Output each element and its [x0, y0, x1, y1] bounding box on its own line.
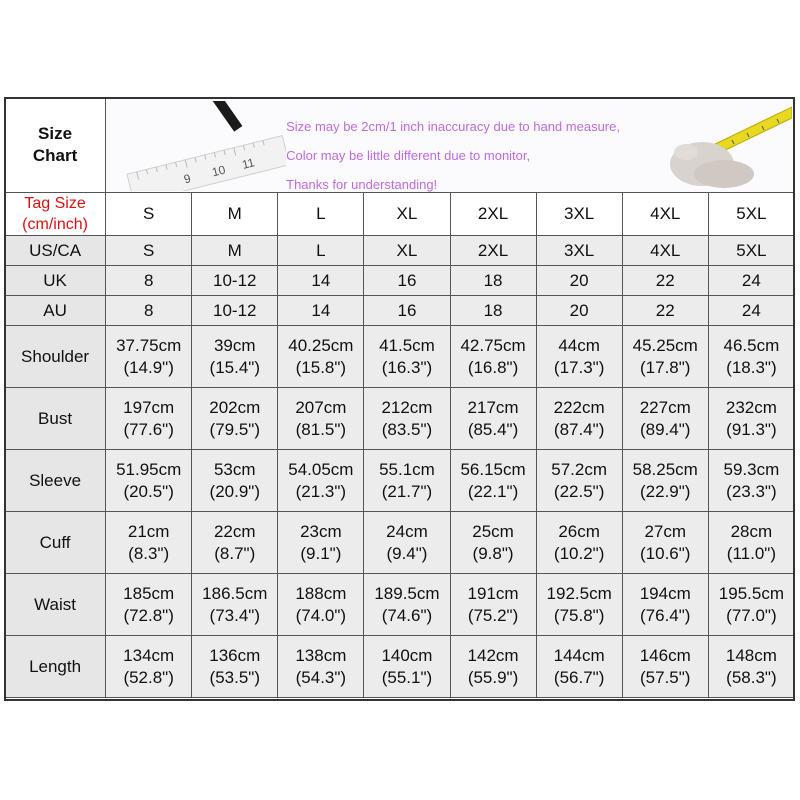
measurement-inch: (9.1") — [300, 543, 342, 563]
size-value-cell: 3XL — [536, 236, 622, 266]
measurement-inch: (75.2") — [467, 605, 519, 625]
size-value-cell: 14 — [278, 266, 364, 296]
measurement-inch: (76.4") — [640, 605, 691, 625]
measurement-cm: 51.95cm — [116, 459, 182, 479]
measurement-cm: 37.75cm — [116, 335, 182, 355]
measurement-cm: 222cm — [553, 397, 605, 417]
measurement-inch: (75.8") — [553, 605, 605, 625]
measurement-cm: 57.2cm — [551, 459, 608, 479]
measurement-cm: 134cm — [123, 645, 175, 665]
measurement-inch: (23.3") — [726, 481, 777, 501]
row-label: Cuff — [5, 512, 106, 574]
measurement-inch: (21.3") — [295, 481, 347, 501]
measurement-cm: 42.75cm — [460, 335, 526, 355]
measurement-inch: (10.6") — [640, 543, 691, 563]
row-label: Bust — [5, 388, 106, 450]
tag-size-cell: XL — [364, 193, 450, 236]
row-label: UK — [5, 266, 106, 296]
measurement-cm: 39cm — [213, 335, 256, 355]
measurement-inch: (72.8") — [123, 605, 174, 625]
measurement-inch: (85.4") — [467, 419, 519, 439]
tag-size-cell: 4XL — [622, 193, 708, 236]
measurement-inch: (56.7") — [553, 667, 605, 687]
size-value-cell: XL — [364, 236, 450, 266]
measurement-cm: 26cm — [558, 521, 600, 541]
title-line-2: Chart — [32, 146, 78, 165]
tag-size-cell: S — [106, 193, 192, 236]
measurement-cm: 191cm — [467, 583, 519, 603]
measurement-cm: 138cm — [295, 645, 347, 665]
measurement-inch: (52.8") — [123, 667, 174, 687]
size-value-cell: 18 — [450, 296, 536, 326]
measurement-cm: 23cm — [300, 521, 342, 541]
measurement-inch: (16.3") — [381, 357, 433, 377]
measurement-inch: (20.5") — [123, 481, 174, 501]
measurement-inch: (10.2") — [553, 543, 605, 563]
measurement-cm: 58.25cm — [632, 459, 698, 479]
measurement-inch: (79.5") — [209, 419, 260, 439]
measurement-cm: 55.1cm — [379, 459, 435, 479]
measurement-inch: (57.5") — [640, 667, 691, 687]
measurement-cm: 46.5cm — [723, 335, 780, 355]
measurement-cm: 45.25cm — [632, 335, 698, 355]
size-value-cell: 10-12 — [192, 296, 278, 326]
measurement-inch: (81.5") — [295, 419, 347, 439]
ruler-number-11: 11 — [240, 155, 257, 172]
measurement-inch: (55.1") — [381, 667, 433, 687]
size-value-cell: 2XL — [450, 236, 536, 266]
measurement-cm: 192.5cm — [546, 583, 612, 603]
measurement-cm: 195.5cm — [718, 583, 784, 603]
measurement-inch: (11.0") — [726, 543, 776, 563]
measurement-cm: 40.25cm — [288, 335, 354, 355]
measurement-cm: 197cm — [123, 397, 175, 417]
size-value-cell: 4XL — [622, 236, 708, 266]
measurement-cm: 227cm — [639, 397, 691, 417]
measurement-cm: 54.05cm — [288, 459, 354, 479]
measurement-cm: 185cm — [123, 583, 175, 603]
tag-size-label-line1: Tag Size — [24, 195, 86, 212]
measurement-cm: 148cm — [725, 645, 777, 665]
measurement-inch: (9.8") — [472, 543, 514, 563]
measurement-cm: 25cm — [472, 521, 514, 541]
measurement-cm: 186.5cm — [202, 583, 268, 603]
measurement-inch: (89.4") — [640, 419, 691, 439]
measurement-inch: (74.6") — [381, 605, 433, 625]
measurement-inch: (22.5") — [553, 481, 605, 501]
measurement-inch: (18.3") — [726, 357, 777, 377]
measurement-cm: 136cm — [209, 645, 261, 665]
measurement-inch: (22.9") — [640, 481, 691, 501]
measurement-cm: 189.5cm — [374, 583, 440, 603]
measurement-inch: (8.7") — [214, 543, 256, 563]
size-value-cell: 8 — [106, 266, 192, 296]
size-value-cell: 16 — [364, 266, 450, 296]
measurement-inch: (77.0") — [726, 605, 777, 625]
size-value-cell: 8 — [106, 296, 192, 326]
measurement-inch: (9.4") — [386, 543, 428, 563]
tag-size-cell: 2XL — [450, 193, 536, 236]
ruler-number-10: 10 — [210, 162, 227, 180]
measurement-inch: (83.5") — [381, 419, 433, 439]
measurement-cm: 27cm — [644, 521, 687, 541]
measurement-inch: (22.1") — [467, 481, 519, 501]
row-label: Shoulder — [5, 326, 106, 388]
measurement-cm: 194cm — [639, 583, 691, 603]
measurement-cm: 140cm — [381, 645, 433, 665]
size-value-cell: 24 — [708, 296, 794, 326]
row-label: Length — [5, 636, 106, 698]
size-value-cell: L — [278, 236, 364, 266]
measurement-cm: 146cm — [639, 645, 691, 665]
measurement-inch: (74.0") — [295, 605, 347, 625]
measurement-inch: (77.6") — [123, 419, 174, 439]
measurement-cm: 28cm — [730, 521, 773, 541]
measurement-cm: 24cm — [386, 521, 428, 541]
ruler-number-9: 9 — [182, 171, 193, 187]
size-value-cell: 22 — [622, 296, 708, 326]
measurement-inch: (53.5") — [209, 667, 260, 687]
measurement-inch: (54.3") — [295, 667, 347, 687]
measurement-inch: (55.9") — [467, 667, 519, 687]
measurement-inch: (15.4") — [209, 357, 260, 377]
measurement-inch: (21.7") — [381, 481, 433, 501]
tag-size-cell: M — [192, 193, 278, 236]
measurement-cm: 21cm — [127, 521, 170, 541]
measurement-cm: 41.5cm — [379, 335, 435, 355]
measurement-cm: 22cm — [213, 521, 256, 541]
measurement-inch: (16.8") — [467, 357, 519, 377]
measurement-cm: 232cm — [725, 397, 777, 417]
measurement-cm: 144cm — [553, 645, 605, 665]
measurement-cm: 217cm — [467, 397, 519, 417]
size-value-cell: 10-12 — [192, 266, 278, 296]
measurement-inch: (14.9") — [123, 357, 174, 377]
row-label: Waist — [5, 574, 106, 636]
size-value-cell: 5XL — [708, 236, 794, 266]
size-value-cell: 24 — [708, 266, 794, 296]
measurement-inch: (20.9") — [209, 481, 260, 501]
title-line-1: Size — [38, 124, 73, 143]
size-value-cell: 22 — [622, 266, 708, 296]
size-value-cell: 20 — [536, 296, 622, 326]
note-thanks: Thanks for understanding! — [286, 177, 438, 192]
measurement-inch: (73.4") — [209, 605, 260, 625]
row-label: Sleeve — [5, 450, 106, 512]
measurement-cm: 207cm — [295, 397, 347, 417]
size-value-cell: S — [106, 236, 192, 266]
size-value-cell: 18 — [450, 266, 536, 296]
row-label: AU — [5, 296, 106, 326]
tag-size-label-line2: (cm/inch) — [22, 216, 88, 233]
row-label: US/CA — [5, 236, 106, 266]
tag-size-cell: 5XL — [708, 193, 794, 236]
measurement-inch: (15.8") — [295, 357, 347, 377]
measurement-inch: (8.3") — [128, 543, 170, 563]
note-accuracy: Size may be 2cm/1 inch inaccuracy due to hand measure, — [286, 119, 620, 134]
measurement-cm: 212cm — [381, 397, 433, 417]
size-value-cell: 16 — [364, 296, 450, 326]
measurement-inch: (17.3") — [553, 357, 605, 377]
measurement-cm: 142cm — [467, 645, 519, 665]
measurement-inch: (58.3") — [726, 667, 777, 687]
measurement-inch: (91.3") — [726, 419, 777, 439]
size-value-cell: 20 — [536, 266, 622, 296]
tag-size-cell: L — [278, 193, 364, 236]
measurement-cm: 188cm — [295, 583, 347, 603]
size-value-cell: 14 — [278, 296, 364, 326]
measurement-cm: 59.3cm — [723, 459, 780, 479]
size-value-cell: M — [192, 236, 278, 266]
note-color: Color may be little different due to monitor, — [286, 148, 531, 163]
tag-size-cell: 3XL — [536, 193, 622, 236]
measurement-cm: 202cm — [209, 397, 261, 417]
measurement-cm: 53cm — [213, 459, 256, 479]
table-outer-border — [4, 97, 795, 701]
measurement-inch: (87.4") — [553, 419, 605, 439]
measurement-cm: 56.15cm — [460, 459, 526, 479]
measurement-cm: 44cm — [558, 335, 600, 355]
measurement-inch: (17.8") — [640, 357, 691, 377]
